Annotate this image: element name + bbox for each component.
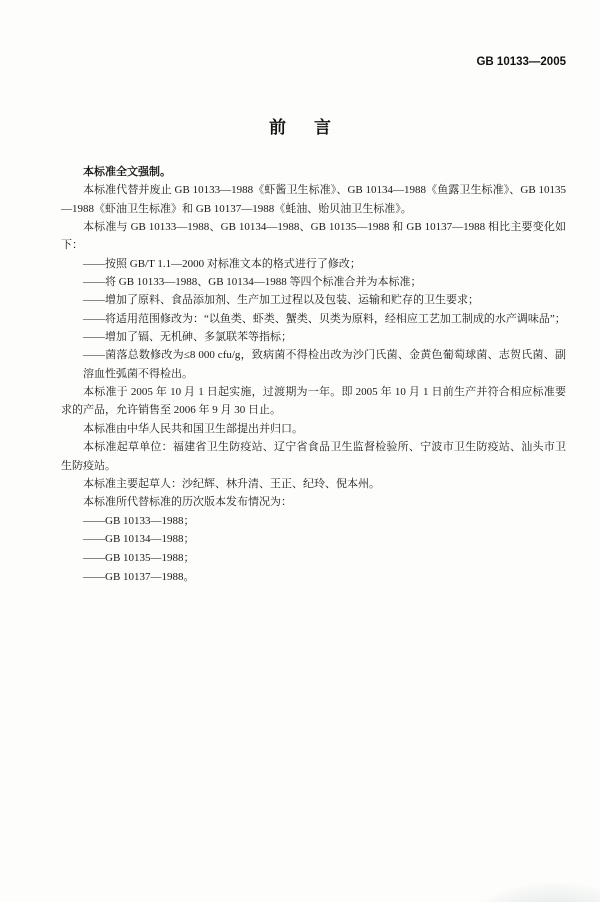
change-item-merge: ——将 GB 10133—1988、GB 10134—1988 等四个标准合并为本标准； <box>83 276 422 289</box>
standard-number-header: GB 10133—2005 <box>476 56 566 68</box>
paragraph-proposing-authority: 本标准由中华人民共和国卫生部提出并归口。 <box>83 422 303 435</box>
foreword-body <box>61 163 566 586</box>
change-item-hygiene-requirements: ——增加了原料、食品添加剂、生产加工过程以及包装、运输和贮存的卫生要求； <box>83 294 479 307</box>
paragraph-main-changes-intro: 本标准与 GB 10133—1988、GB 10134—1988、GB 10135—1988 和 GB 10137—1988 相比主要变化如下： <box>61 221 566 252</box>
page-title: 前言 <box>269 118 359 138</box>
paragraph-mandatory-statement: 本标准全文强制。 <box>83 165 171 178</box>
paragraph-drafters: 本标准主要起草人：沙纪辉、林升清、王正、纪玲、倪本州。 <box>83 477 380 490</box>
change-item-scope: ——将适用范围修改为：“以鱼类、虾类、蟹类、贝类为原料，经相应工艺加工制成的水产调味品”； <box>83 312 566 325</box>
paragraph-version-history-intro: 本标准所代替标准的历次版本发布情况为： <box>83 496 292 509</box>
change-item-indicators: ——增加了镉、无机砷、多氯联苯等指标； <box>83 331 292 344</box>
change-item-format: ——按照 GB/T 1.1—2000 对标准文本的格式进行了修改； <box>83 257 361 270</box>
paragraph-implementation-date: 本标准于 2005 年 10 月 1 日起实施，过渡期为一年。即 2005 年 10 月 1 日前生产并符合相应标准要求的产品，允许销售至 2006 年 9 月 30 日止。 <box>61 386 566 417</box>
version-history-item: ——GB 10137—1988。 <box>83 570 195 583</box>
paragraph-replaced-standards: 本标准代替并废止 GB 10133—1988《虾酱卫生标准》、GB 10134—1988《鱼露卫生标准》、GB 10135—1988《虾油卫生标准》和 GB 10137—1988《蚝油、贻贝油卫生标准》。 <box>61 184 566 215</box>
scan-edge-shadow <box>470 882 600 902</box>
version-history-item: ——GB 10135—1988； <box>83 551 195 564</box>
version-history-item: ——GB 10133—1988； <box>83 514 195 527</box>
change-item-microbial-limits: ——菌落总数修改为≤8 000 cfu/g，致病菌不得检出改为沙门氏菌、金黄色葡萄球菌、志贺氏菌、副溶血性弧菌不得检出。 <box>83 349 566 380</box>
version-history-item: ——GB 10134—1988； <box>83 533 195 546</box>
paragraph-drafting-units: 本标准起草单位：福建省卫生防疫站、辽宁省食品卫生监督检验所、宁波市卫生防疫站、汕头市卫生防疫站。 <box>61 441 566 472</box>
